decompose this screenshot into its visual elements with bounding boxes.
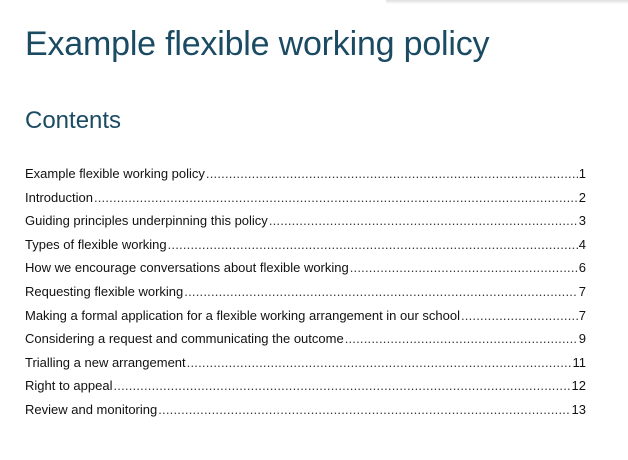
toc-leader-dots [350,260,578,275]
table-of-contents [25,166,586,426]
toc-entry[interactable] [25,331,586,355]
toc-leader-dots [269,213,578,228]
toc-leader-dots [461,308,578,323]
toc-leader-dots [168,237,578,252]
toc-entry-page: 6 [578,260,586,276]
toc-entry-title: Introduction [25,189,93,205]
toc-entry[interactable] [25,166,586,190]
toc-entry[interactable] [25,308,586,332]
toc-leader-dots [184,284,578,299]
toc-entry-title: Example flexible working policy [25,166,205,181]
toc-entry-page: 1 [578,166,586,181]
toc-entry-title: How we encourage conversations about flexible working [25,260,349,276]
toc-entry[interactable] [25,284,586,308]
toc-entry-title: Review and monitoring [25,401,158,417]
toc-leader-dots [94,190,578,205]
toc-entry[interactable] [25,378,586,402]
document-title: Example flexible working policy [25,25,490,63]
toc-entry[interactable] [25,213,586,237]
toc-entry-title: Guiding principles underpinning this policy [25,213,268,229]
toc-entry-title: Requesting flexible working [25,283,184,299]
toc-entry-page: 13 [571,401,586,417]
toc-leader-dots [345,331,578,346]
toc-entry-page: 7 [578,307,586,323]
toc-entry[interactable] [25,355,586,379]
toc-entry-page: 11 [572,354,586,370]
toc-entry-page: 12 [571,378,586,394]
toc-entry-title: Considering a request and communicating the outcome [25,331,344,347]
toc-entry-title: Right to appeal [25,378,113,394]
toc-leader-dots [187,355,572,370]
toc-entry-page: 9 [578,331,586,347]
toc-entry[interactable] [25,402,586,426]
toc-leader-dots [158,402,570,417]
toc-entry[interactable] [25,260,586,284]
toc-leader-dots [206,166,578,181]
toc-entry-page: 2 [578,189,586,205]
toc-entry[interactable] [25,190,586,214]
toc-entry-page: 7 [578,283,586,299]
toc-entry[interactable] [25,237,586,261]
toc-leader-dots [113,378,570,393]
contents-heading: Contents [25,107,122,134]
toc-entry-title: Types of flexible working [25,236,167,252]
toc-entry-title: Making a formal application for a flexible working arrangement in our school [25,307,460,323]
toc-entry-page: 4 [578,236,586,252]
window-edge-shadow [386,0,628,4]
toc-entry-title: Trialling a new arrangement [25,354,186,370]
toc-entry-page: 3 [578,213,586,229]
